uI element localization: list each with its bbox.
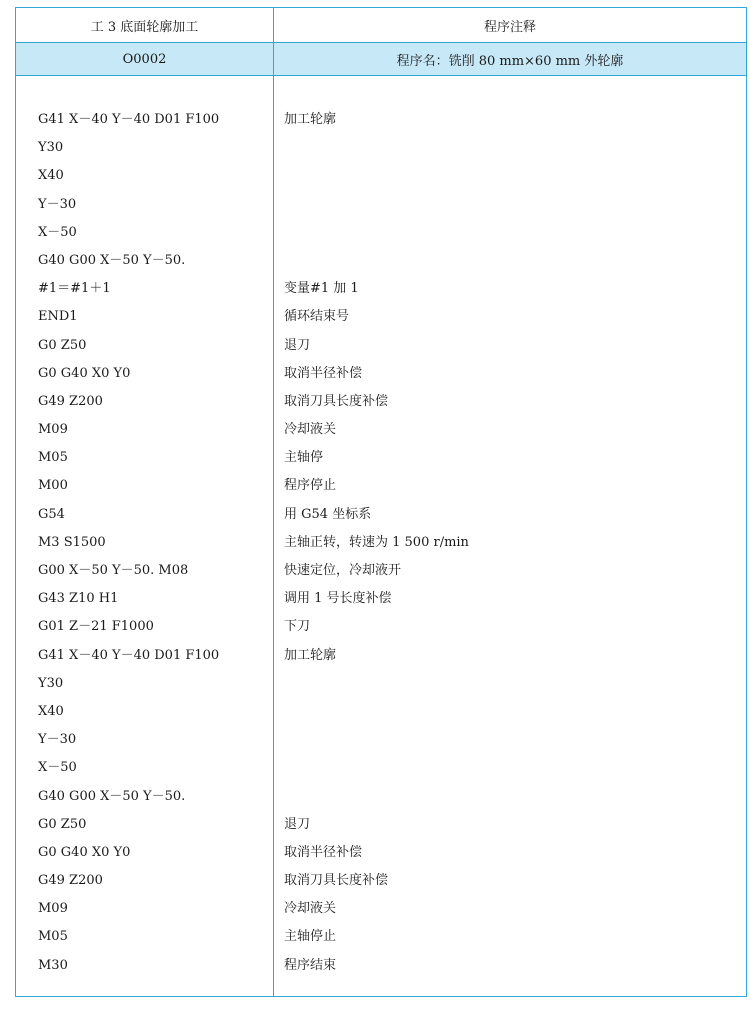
code-line: G0 G40 X0 Y0 bbox=[38, 844, 131, 860]
header-step-title: 工 3 底面轮廓加工 bbox=[16, 8, 274, 42]
header-comment-title: 程序注释 bbox=[483, 19, 536, 35]
comment-line: 用 G54 坐标系 bbox=[284, 506, 372, 522]
code-line: G41 X－40 Y－40 D01 F100 bbox=[38, 647, 220, 663]
code-line: M05 bbox=[38, 450, 68, 466]
comment-line: 变量#1 加 1 bbox=[284, 281, 359, 297]
comment-line bbox=[284, 191, 746, 219]
code-line: G43 Z10 H1 bbox=[38, 591, 119, 607]
comment-line bbox=[284, 162, 746, 190]
program-number: O0002 bbox=[16, 43, 274, 75]
comment-line: 取消半径补偿 bbox=[284, 365, 363, 381]
code-line: G54 bbox=[38, 506, 65, 522]
code-line: X－50 bbox=[38, 760, 77, 776]
comment-line: 主轴停 bbox=[284, 450, 324, 466]
comment-line: 退刀 bbox=[284, 816, 311, 832]
code-line: #1＝#1＋1 bbox=[38, 281, 111, 297]
code-line: Y30 bbox=[38, 140, 64, 156]
program-table bbox=[15, 7, 747, 997]
comment-line: 冷却液关 bbox=[284, 422, 337, 438]
code-column bbox=[16, 76, 274, 996]
code-line: G00 X－50 Y－50. M08 bbox=[38, 563, 189, 578]
comment-line: 加工轮廓 bbox=[284, 112, 337, 127]
comment-line: 主轴正转，转速为 1 500 r/min bbox=[284, 534, 469, 550]
code-line: M00 bbox=[38, 478, 68, 494]
comment-line bbox=[284, 783, 746, 811]
table-header-row bbox=[16, 8, 746, 43]
code-line: M30 bbox=[38, 957, 68, 973]
code-line: X40 bbox=[38, 703, 64, 719]
code-line: G0 G40 X0 Y0 bbox=[38, 365, 131, 381]
comment-line: 冷却液关 bbox=[284, 901, 337, 917]
comment-line: 程序结束 bbox=[284, 957, 337, 973]
comment-line: 取消刀具长度补偿 bbox=[284, 393, 389, 409]
code-line: M05 bbox=[38, 929, 68, 945]
program-body bbox=[16, 76, 746, 996]
comment-line bbox=[284, 726, 746, 754]
code-line: G49 Z200 bbox=[38, 393, 103, 409]
comment-line: 循环结束号 bbox=[284, 309, 350, 325]
code-line: X－50 bbox=[38, 224, 77, 240]
code-line: G0 Z50 bbox=[38, 337, 87, 353]
comment-line: 取消刀具长度补偿 bbox=[284, 873, 389, 889]
comment-line bbox=[284, 754, 746, 782]
code-line: G49 Z200 bbox=[38, 873, 103, 889]
code-line: G40 G00 X－50 Y－50. bbox=[38, 788, 186, 804]
code-line: M3 S1500 bbox=[38, 534, 106, 550]
comment-line: 加工轮廓 bbox=[284, 647, 337, 663]
comment-line bbox=[284, 247, 746, 275]
comment-line bbox=[284, 698, 746, 726]
comment-line: 调用 1 号长度补偿 bbox=[284, 591, 392, 607]
program-name: 程序名：铣削 80 mm×60 mm 外轮廓 bbox=[396, 53, 624, 69]
comment-line: 主轴停止 bbox=[284, 929, 337, 945]
program-name-row bbox=[16, 43, 746, 76]
comment-column bbox=[274, 76, 746, 996]
comment-line: 快速定位，冷却液开 bbox=[284, 563, 402, 578]
code-line: Y30 bbox=[38, 675, 64, 691]
code-line: G01 Z－21 F1000 bbox=[38, 619, 154, 635]
comment-line: 程序停止 bbox=[284, 478, 337, 494]
code-line: END1 bbox=[38, 309, 78, 325]
comment-line bbox=[284, 134, 746, 162]
code-line: M09 bbox=[38, 422, 68, 438]
code-line: Y－30 bbox=[38, 196, 77, 212]
code-line: G40 G00 X－50 Y－50. bbox=[38, 252, 186, 268]
code-line: G0 Z50 bbox=[38, 816, 87, 832]
comment-line: 下刀 bbox=[284, 619, 311, 635]
comment-line: 退刀 bbox=[284, 337, 311, 353]
code-line: M09 bbox=[38, 901, 68, 917]
comment-line: 取消半径补偿 bbox=[284, 844, 363, 860]
comment-line bbox=[284, 670, 746, 698]
code-line: Y－30 bbox=[38, 732, 77, 748]
code-line: G41 X－40 Y－40 D01 F100 bbox=[38, 112, 220, 127]
comment-line bbox=[284, 219, 746, 247]
code-line: X40 bbox=[38, 168, 64, 184]
